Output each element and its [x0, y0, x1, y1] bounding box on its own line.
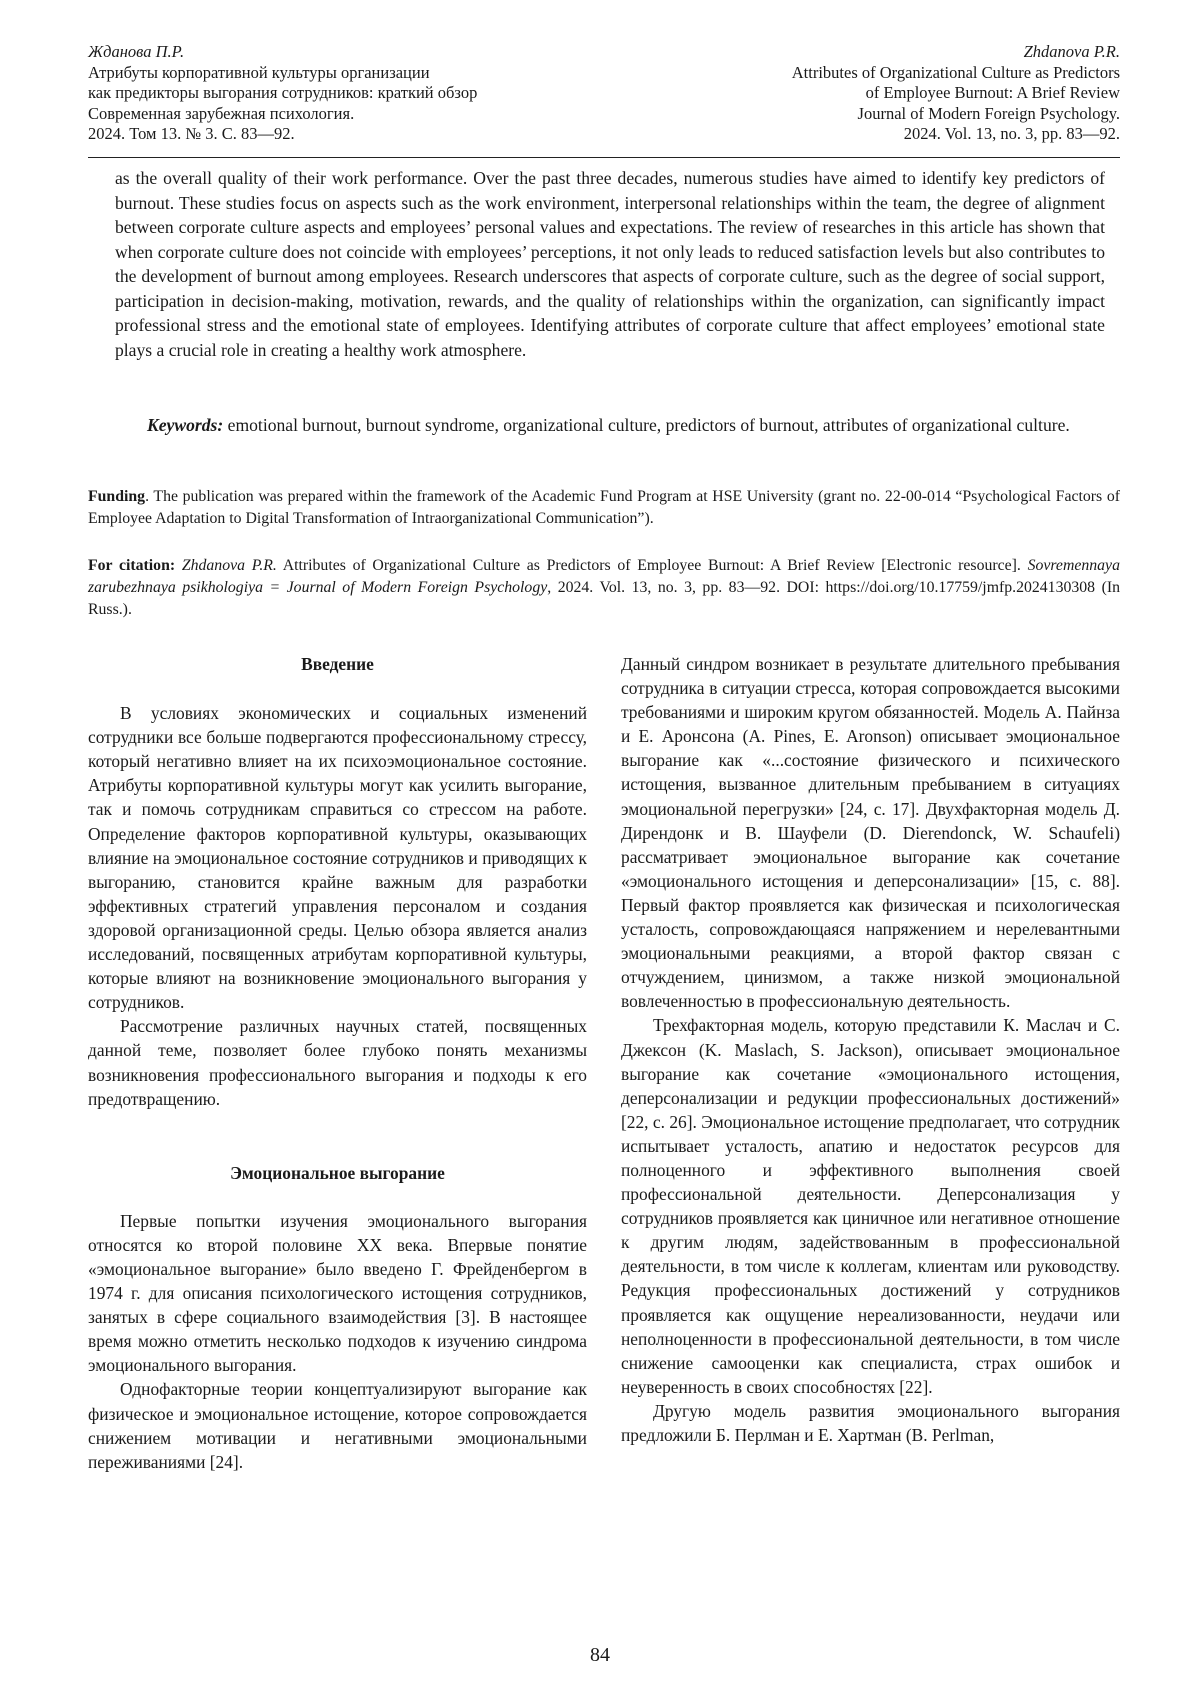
header-author-en: Zhdanova P.R. [1023, 42, 1120, 61]
keywords-text: emotional burnout, burnout syndrome, organizational culture, predictors of burnout, attributes of organizational culture. [227, 415, 1070, 435]
right-paragraph-1: Данный синдром возникает в результате длительного пребывания сотрудника в ситуации стресса, которая сопровождается высокими требованиями и широким кругом обязанностей. Модель А. Пайнза и Е. Аронсона (A. Pines, E. Aronson) описывает эмоциональное выгорание как «...состояние физического и психического истощения, вызванное длительным пребыванием в ситуациях эмоциональной перегрузки» [24, с. 17]. Двухфакторная модель Д. Дирендонк и В. Шауфели (D. Dierendonck, W. Schaufeli) рассматривает эмоциональное выгорание как сочетание «эмоционального истощения и деперсонализации» [15, с. 88]. Первый фактор проявляется как физическая и психологическая усталость, сопровождающаяся напряжением и нерелевантными эмоциональными реакциями, а второй фактор связан с отчуждением, цинизмом, а также низкой эмоциональной вовлеченностью в профессиональную деятельность. [621, 654, 1120, 1012]
burnout-paragraph-2: Однофакторные теории концептуализируют выгорание как физическое и эмоциональное истощение, которое сопровождается снижением мотивации и негативными эмоциональными переживаниями [24]. [88, 1379, 587, 1472]
header-journal-ru: Современная зарубежная психология. [88, 103, 355, 123]
citation-author: Zhdanova P.R. [181, 557, 277, 574]
intro-paragraph-1: В условиях экономических и социальных изменений сотрудники все больше подвергаются профессиональному стрессу, который негативно влияет на их психоэмоциональное состояние. Атрибуты корпоративной культуры могут как усилить выгорание, так и помочь сотрудникам справиться со стрессом на работе. Определение факторов корпоративной культуры, оказывающих влияние на эмоциональное состояние сотрудников и приводящих к выгоранию, становится крайне важным для разработки эффективных стратегий управления персоналом и создания здоровой организационной среды. Целью обзора является анализ исследований, посвященных атрибутам корпоративной культуры, которые влияют на возникновение эмоционального выгорания у сотрудников. [88, 703, 587, 1013]
header-journal-en: Journal of Modern Foreign Psychology. [857, 103, 1120, 123]
abstract-text: as the overall quality of their work performance. Over the past three decades, numerous studies have aimed to identify key predictors of burnout. These studies focus on aspects such as the work environment, interpersonal relationships within the team, the degree of alignment between corporate culture aspects and employees’ personal values and expectations. The review of researches in this article has shown that when corporate culture does not coincide with employees’ perceptions, it not only leads to reduced satisfaction levels but also contributes to the development of burnout among employees. Research underscores that aspects of corporate culture, such as the degree of social support, participation in decision-making, motivation, rewards, and the quality of relationships within the organization, can significantly impact professional stress and the emotional state of employees. Identifying attributes of corporate culture that affect employees’ emotional state plays a crucial role in creating a healthy work atmosphere. [115, 168, 1105, 360]
page-number: 84 [590, 1644, 610, 1666]
citation-text2: , 2024. Vol. 13, no. 3, pp. 83—92. DOI: https://doi.org/10.17759/jmfp.2024130308 (In Russ.). [88, 579, 1120, 618]
header-issue-en: 2024. Vol. 13, no. 3, pp. 83—92. [903, 124, 1120, 143]
keywords-label: Keywords: [147, 415, 224, 435]
funding-label: Funding [88, 488, 146, 505]
right-paragraph-3: Другую модель развития эмоционального выгорания предложили Б. Перлман и Е. Хартман (B. Perlman, [621, 1400, 1120, 1445]
funding-text: . The publication was prepared within the framework of the Academic Fund Program at HSE University (grant no. 22-00-014 “Psychological Factors of Employee Adaptation to Digital Transformation of Intraorganizational Communication”). [88, 488, 1120, 527]
funding-note [88, 486, 1120, 530]
citation-journal: Sovremennaya zarubezhnaya psikhologiya = Journal of Modern Foreign Psychology [88, 557, 1120, 596]
citation-text1: Attributes of Organizational Culture as Predictors of Employee Burnout: A Brief Review [Electronic resource]. [276, 557, 1028, 574]
header-english [560, 42, 1120, 145]
header-title-ru-line1: Атрибуты корпоративной культуры организации [88, 62, 430, 82]
intro-paragraph-2: Рассмотрение различных научных статей, посвященных данной теме, позволяет более глубоко понять механизмы возникновения профессионального выгорания и подходы к его предотвращению. [88, 1016, 587, 1109]
left-column [88, 652, 587, 1474]
right-paragraph-2: Трехфакторная модель, которую представили К. Маслач и С. Джексон (K. Maslach, S. Jackson), описывает эмоциональное выгорание как сочетание «эмоционального истощения, деперсонализации и редукции профессиональных достижений» [22, с. 26]. Эмоциональное истощение предполагает, что сотрудник испытывает усталость, апатию и недостаток ресурсов для полноценного и эффективного выполнения своей профессиональной деятельности. Деперсонализация у сотрудников проявляется как циничное или негативное отношение к другим людям, задействованным в профессиональной деятельности, в том числе к коллегам, клиентам или руководству. Редукция профессиональных достижений у сотрудников проявляется как ощущение нереализованности, неудачи или неполноценности в профессиональной деятельности, в том числе снижение самооценки как специалиста, страх ошибок и неуверенность в своих способностях [22]. [621, 1015, 1120, 1397]
heading-emotional-burnout: Эмоциональное выгорание [230, 1162, 445, 1183]
keywords [115, 413, 1105, 438]
header-author-ru: Жданова П.Р. [88, 42, 185, 61]
header-rule [88, 157, 1120, 158]
right-column [621, 652, 1120, 1447]
citation-label: For citation: [88, 557, 176, 574]
header-title-en-line1: Attributes of Organizational Culture as Predictors [791, 62, 1120, 82]
header-issue-ru: 2024. Том 13. № 3. С. 83—92. [88, 124, 295, 143]
citation-note [88, 555, 1120, 621]
header-title-en-line2: of Employee Burnout: A Brief Review [865, 83, 1120, 102]
burnout-paragraph-1: Первые попытки изучения эмоционального выгорания относятся ко второй половине XX века. Впервые понятие «эмоциональное выгорание» было введено Г. Фрейденбергом в 1974 г. для описания психологического истощения сотрудников, занятых в сфере социального взаимодействия [3]. В настоящее время можно отметить несколько подходов к изучению синдрома эмоционального выгорания. [88, 1210, 587, 1376]
heading-introduction: Введение [301, 654, 374, 674]
header-title-ru-line2: как предикторы выгорания сотрудников: краткий обзор [88, 83, 478, 102]
